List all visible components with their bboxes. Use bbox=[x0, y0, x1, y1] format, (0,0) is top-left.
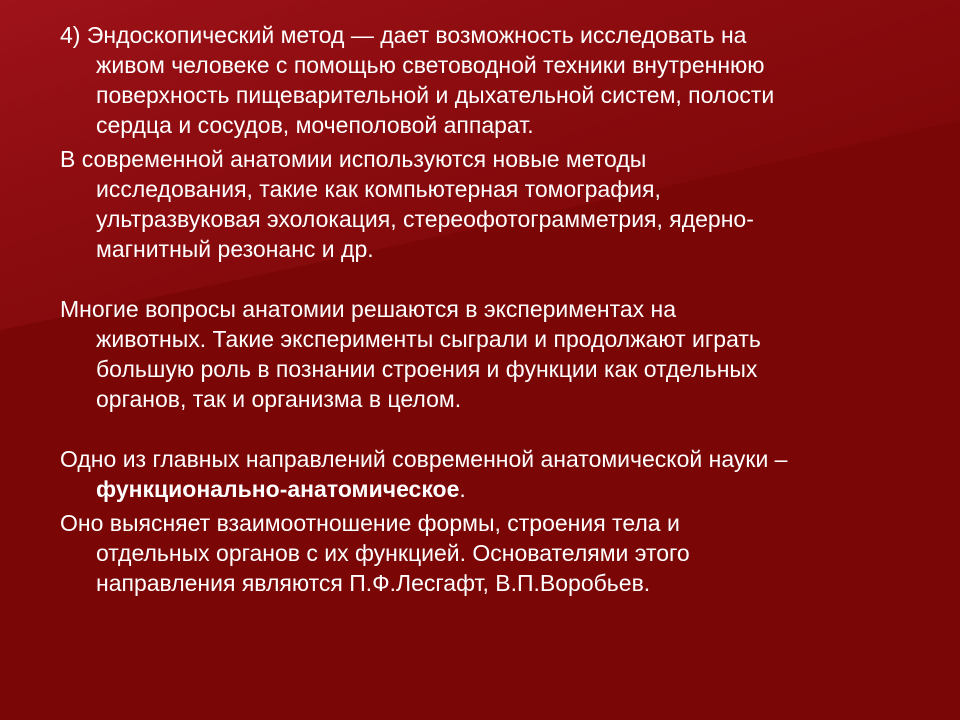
paragraph-founders bbox=[60, 508, 940, 598]
text-tail: . bbox=[459, 476, 466, 502]
text-line: Одно из главных направлений современной анатомической науки – bbox=[60, 446, 788, 472]
bold-term: функционально-анатомическое bbox=[96, 476, 460, 502]
text-line: ультразвуковая эхолокация, стереофотограмметрия, ядерно- bbox=[96, 206, 754, 232]
paragraph-modern-methods bbox=[60, 144, 940, 264]
text-line: 4) Эндоскопический метод — дает возможность исследовать на bbox=[60, 22, 747, 48]
text-line: животных. Такие эксперименты сыграли и продолжают играть bbox=[96, 326, 761, 352]
text-line: живом человеке с помощью световодной техники внутреннюю bbox=[96, 52, 765, 78]
text-line: поверхность пищеварительной и дыхательной систем, полости bbox=[96, 82, 775, 108]
slide-content bbox=[60, 20, 940, 598]
text-line: сердца и сосудов, мочеполовой аппарат. bbox=[96, 112, 534, 138]
text-line: большую роль в познании строения и функции как отдельных bbox=[96, 356, 758, 382]
text-line: отдельных органов с их функцией. Основателями этого bbox=[96, 540, 690, 566]
text-line: направления являются П.Ф.Лесгафт, В.П.Воробьев. bbox=[96, 570, 651, 596]
text-line: Многие вопросы анатомии решаются в экспериментах на bbox=[60, 296, 677, 322]
text-line: В современной анатомии используются новые методы bbox=[60, 146, 647, 172]
paragraph-endoscopic bbox=[60, 20, 940, 140]
text-line: исследования, такие как компьютерная томография, bbox=[96, 176, 661, 202]
text-line bbox=[60, 474, 940, 504]
text-line: Оно выясняет взаимоотношение формы, строения тела и bbox=[60, 510, 680, 536]
paragraph-experiments bbox=[60, 294, 940, 414]
paragraph-main-direction bbox=[60, 444, 940, 504]
text-line: органов, так и организма в целом. bbox=[96, 386, 462, 412]
text-line: магнитный резонанс и др. bbox=[96, 236, 374, 262]
